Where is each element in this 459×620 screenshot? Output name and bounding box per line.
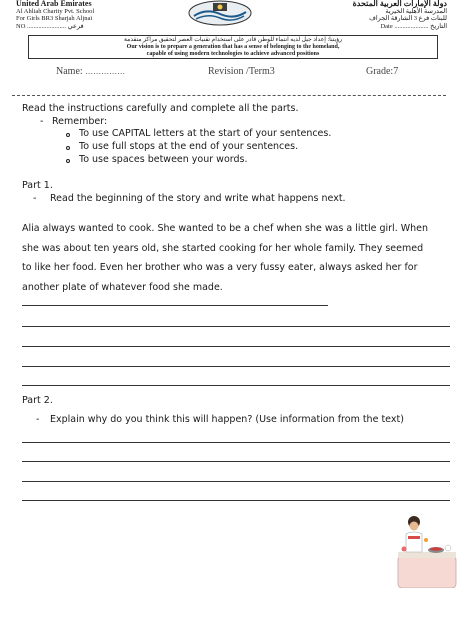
answer-line[interactable] (22, 305, 328, 306)
remember-dash: - (40, 116, 44, 127)
story-line: to like her food. Even her brother who was a very fussy eater, always asked her for (22, 262, 418, 273)
header-number: NO ........................ فرعي (16, 22, 84, 30)
school-header-arabic (307, 0, 447, 30)
vision-arabic: رؤيتنا: إعداد جيل لديه انتماء للوطن قادر على استخدام تقنيات العصر لتحقيق مراكز متقدمة (123, 37, 343, 43)
name-blank: …………… (85, 67, 126, 76)
header-branch: For Girls BR3 Sharjah Aljnai (16, 15, 93, 23)
header-school-name-ar: المدرسة الأهلية الخيرية (385, 7, 447, 15)
bullet-icon (66, 159, 70, 163)
story-passage (22, 219, 452, 297)
answer-line[interactable] (22, 500, 450, 501)
answer-line[interactable] (22, 326, 450, 327)
answer-line[interactable] (22, 481, 450, 482)
header-divider (12, 95, 446, 96)
header-country-ar: دولة الإمارات العربية المتحدة (352, 0, 447, 8)
school-header-english (16, 0, 156, 30)
school-logo (186, 0, 254, 26)
header-branch-ar: للبنات فرع 3 الشارقة الجراف (369, 15, 447, 23)
story-line: Alia always wanted to cook. She wanted to be a chef when she was a little girl. When (22, 223, 429, 234)
header-school-name: Al Ahliah Charity Pvt. School (16, 7, 95, 15)
story-line: she was about ten years old, she started cooking for her whole family. They seemed (22, 242, 424, 254)
bullet-icon (66, 133, 70, 137)
bullet-icon (66, 146, 70, 150)
answer-line[interactable] (22, 442, 450, 443)
vision-english-line2: capable of using modern technologies to achieve advanced positions (146, 51, 320, 57)
remember-label: Remember: (52, 116, 108, 127)
answer-line[interactable] (22, 385, 450, 386)
answer-line[interactable] (22, 366, 450, 367)
revision-title: Revision /Term3 (208, 66, 275, 77)
part2-task: Explain why do you think this will happen? (Use information from the text) (50, 414, 404, 425)
name-label: Name: (56, 66, 83, 77)
chef-cooking-illustration (396, 512, 458, 588)
part1-task: Read the beginning of the story and write what happens next. (50, 193, 346, 204)
vision-english-line1: Our vision is to prepare a generation that has a sense of belonging to the homeland, (126, 44, 340, 50)
instruction-item: To use CAPITAL letters at the start of your sentences. (79, 128, 332, 139)
name-field[interactable] (56, 66, 125, 77)
vision-statement-box (28, 35, 438, 59)
header-date-ar: التاريخ ..................... Date (380, 22, 447, 30)
answer-line[interactable] (22, 346, 450, 347)
answer-line[interactable] (22, 461, 450, 462)
part2-heading: Part 2. (22, 395, 53, 406)
part1-dash: - (33, 193, 37, 204)
part2-dash: - (36, 414, 40, 425)
part1-heading: Part 1. (22, 180, 53, 191)
header-country: United Arab Emirates (16, 0, 92, 8)
instruction-item: To use full stops at the end of your sentences. (79, 141, 299, 152)
instructions-intro: Read the instructions carefully and complete all the parts. (22, 103, 299, 114)
student-info-bar (0, 66, 459, 82)
story-line: another plate of whatever food she made. (22, 281, 223, 293)
grade-label: Grade:7 (366, 66, 399, 77)
instruction-item: To use spaces between your words. (79, 154, 248, 165)
